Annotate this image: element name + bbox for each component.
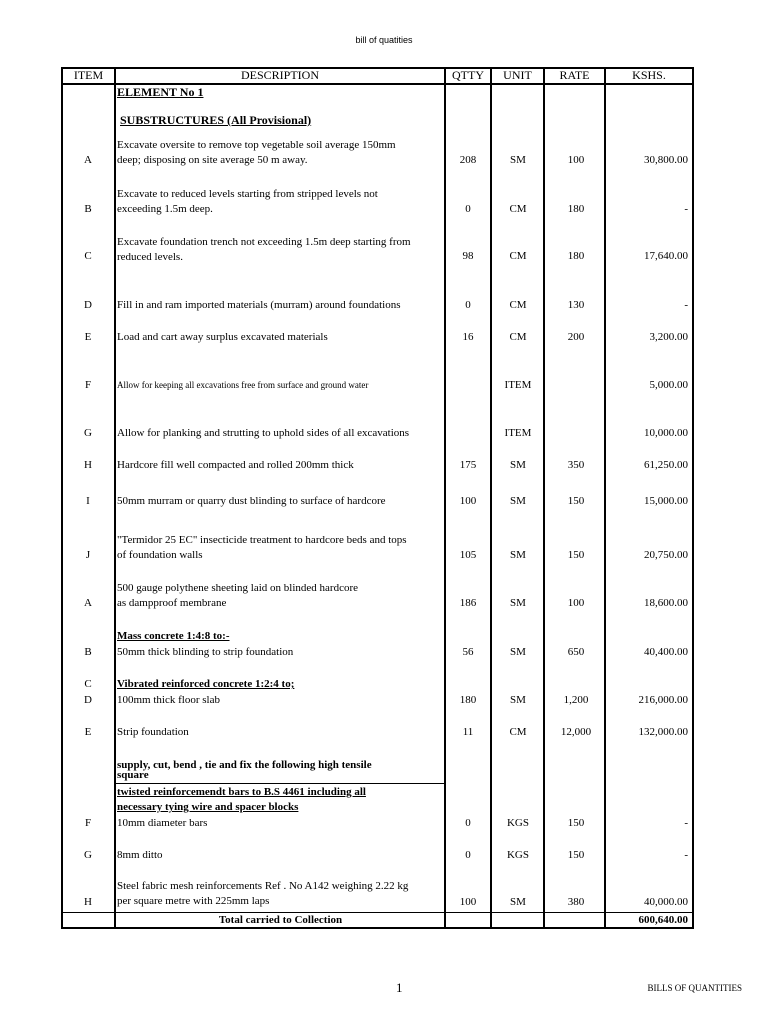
row-h2-rate: 380: [567, 896, 585, 908]
row-a2-item: A: [84, 597, 92, 609]
bill-table: [61, 67, 694, 929]
row-c-item: C: [84, 250, 92, 262]
row-e2-rate: 12,000: [560, 726, 592, 738]
row-c-unit: CM: [509, 250, 527, 262]
total-amount: 600,640.00: [638, 914, 688, 926]
row-c2-item: C: [84, 678, 92, 690]
row-h-rate: 350: [567, 459, 585, 471]
row-d-description: Fill in and ram imported materials (murram) around foundations: [117, 299, 401, 311]
row-e2-item: E: [84, 726, 92, 738]
footer-label: BILLS OF QUANTITIES: [647, 983, 742, 993]
row-g-amount: 10,000.00: [644, 427, 688, 439]
row-h2-item: H: [84, 896, 92, 908]
element-heading: ELEMENT No 1: [117, 85, 204, 99]
row-f2-qty: 0: [465, 817, 471, 829]
row-a2-amount: 18,600.00: [644, 597, 688, 609]
row-h2-qty: 100: [459, 896, 477, 908]
row-a-description-2: deep; disposing on site average 50 m away.: [117, 154, 308, 166]
reinforcement-divider: [115, 783, 444, 784]
row-a2-description-2: as dampproof membrane: [117, 597, 227, 609]
row-e2-qty: 11: [462, 726, 474, 738]
row-b2-description: 50mm thick blinding to strip foundation: [117, 646, 294, 658]
row-g2-item: G: [84, 849, 92, 861]
table-border-right: [692, 67, 694, 929]
row-h2-description-1: Steel fabric mesh reinforcements Ref . No A142 weighing 2.22 kg: [117, 880, 409, 892]
row-b2-item: B: [84, 646, 92, 658]
row-a-description-1: Excavate oversite to remove top vegetable soil average 150mm: [117, 139, 396, 151]
row-f2-item: F: [84, 817, 92, 829]
row-h-item: H: [84, 459, 92, 471]
row-d-unit: CM: [509, 299, 527, 311]
row-i-amount: 15,000.00: [644, 495, 688, 507]
row-i-description: 50mm murram or quarry dust blinding to surface of hardcore: [117, 495, 386, 507]
row-i-qty: 100: [459, 495, 477, 507]
row-j-description-2: of foundation walls: [117, 549, 203, 561]
row-g-item: G: [84, 427, 92, 439]
row-h-amount: 61,250.00: [644, 459, 688, 471]
row-a-item: A: [84, 154, 92, 166]
header-unit: UNIT: [503, 68, 532, 82]
row-b2-rate: 650: [567, 646, 585, 658]
row-j-unit: SM: [510, 549, 526, 561]
row-j-description-1: "Termidor 25 EC" insecticide treatment to hardcore beds and tops: [117, 534, 407, 546]
row-f-item: F: [84, 379, 92, 391]
row-d-rate: 130: [567, 299, 585, 311]
row-e-item: E: [84, 331, 92, 343]
header-qty: QTTY: [452, 68, 484, 82]
row-f2-amount: -: [684, 817, 688, 829]
header-item: ITEM: [73, 68, 104, 82]
row-d-qty: 0: [465, 299, 471, 311]
row-f-description: Allow for keeping all excavations free from surface and ground water: [117, 380, 369, 390]
row-a-amount: 30,800.00: [644, 154, 688, 166]
row-a2-rate: 100: [567, 597, 585, 609]
row-j-amount: 20,750.00: [644, 549, 688, 561]
row-g2-unit: KGS: [506, 849, 529, 861]
row-h2-unit: SM: [510, 896, 526, 908]
row-e-rate: 200: [567, 331, 585, 343]
row-f-amount: 5,000.00: [649, 379, 688, 391]
row-d2-description: 100mm thick floor slab: [117, 694, 220, 706]
mass-concrete-heading: Mass concrete 1:4:8 to:-: [117, 630, 230, 642]
row-a-qty: 208: [459, 154, 477, 166]
row-b-unit: CM: [509, 203, 527, 215]
row-j-rate: 150: [567, 549, 585, 561]
row-i-item: I: [86, 495, 90, 507]
row-b-item: B: [84, 203, 92, 215]
row-b-description-1: Excavate to reduced levels starting from stripped levels not: [117, 188, 378, 200]
row-i-unit: SM: [510, 495, 526, 507]
row-b2-qty: 56: [462, 646, 474, 658]
row-d2-qty: 180: [459, 694, 477, 706]
row-g2-rate: 150: [567, 849, 585, 861]
row-g2-description: 8mm ditto: [117, 849, 163, 861]
row-g2-amount: -: [684, 849, 688, 861]
reinforcement-heading-line-2: necessary tying wire and spacer blocks: [117, 801, 299, 813]
row-e2-amount: 132,000.00: [638, 726, 688, 738]
reinforcement-intro-line-2: square: [117, 769, 149, 781]
row-i-rate: 150: [567, 495, 585, 507]
row-a-rate: 100: [567, 154, 585, 166]
section-heading: SUBSTRUCTURES (All Provisional): [120, 113, 312, 127]
row-b2-unit: SM: [510, 646, 526, 658]
row-b-description-2: exceeding 1.5m deep.: [117, 203, 213, 215]
total-label: Total carried to Collection: [218, 914, 343, 926]
row-g-unit: ITEM: [504, 427, 532, 439]
row-g-description: Allow for planking and strutting to uphold sides of all excavations: [117, 427, 410, 439]
row-d-item: D: [84, 299, 92, 311]
row-a2-unit: SM: [510, 597, 526, 609]
header-description: DESCRIPTION: [240, 68, 319, 82]
row-b-rate: 180: [567, 203, 585, 215]
row-c-rate: 180: [567, 250, 585, 262]
row-h2-description-2: per square metre with 225mm laps: [117, 895, 270, 907]
row-b-qty: 0: [465, 203, 471, 215]
row-j-qty: 105: [459, 549, 477, 561]
row-c-description-1: Excavate foundation trench not exceeding 1.5m deep starting from: [117, 236, 411, 248]
row-c-description-2: reduced levels.: [117, 251, 183, 263]
row-f2-unit: KGS: [506, 817, 529, 829]
row-e2-unit: CM: [509, 726, 527, 738]
header-rate: RATE: [559, 68, 590, 82]
row-h-unit: SM: [510, 459, 526, 471]
vibrated-concrete-heading: Vibrated reinforced concrete 1:2:4 to;: [117, 678, 295, 690]
row-h-description: Hardcore fill well compacted and rolled 200mm thick: [117, 459, 354, 471]
row-g2-qty: 0: [465, 849, 471, 861]
row-b-amount: -: [684, 203, 688, 215]
row-f2-rate: 150: [567, 817, 585, 829]
document-title: bill of quatities: [355, 35, 413, 45]
row-c-qty: 98: [462, 250, 474, 262]
row-j-item: J: [85, 549, 91, 561]
row-f-unit: ITEM: [504, 379, 532, 391]
row-a2-qty: 186: [459, 597, 477, 609]
row-e-amount: 3,200.00: [649, 331, 688, 343]
row-e-description: Load and cart away surplus excavated materials: [117, 331, 328, 343]
row-e-qty: 16: [462, 331, 474, 343]
row-h2-amount: 40,000.00: [644, 896, 688, 908]
header-amount: KSHS.: [632, 68, 666, 82]
row-b2-amount: 40,400.00: [644, 646, 688, 658]
row-d-amount: -: [684, 299, 688, 311]
row-f2-description: 10mm diameter bars: [117, 817, 208, 829]
row-d2-unit: SM: [510, 694, 526, 706]
row-d2-rate: 1,200: [563, 694, 589, 706]
row-e2-description: Strip foundation: [117, 726, 189, 738]
reinforcement-intro-line-1: supply, cut, bend , tie and fix the following high tensile: [117, 759, 372, 771]
row-h-qty: 175: [459, 459, 477, 471]
row-d2-amount: 216,000.00: [638, 694, 688, 706]
row-a-unit: SM: [510, 154, 526, 166]
page-number: 1: [396, 980, 403, 995]
reinforcement-heading-line-1: twisted reinforcemendt bars to B.S 4461 including all: [117, 786, 366, 798]
row-e-unit: CM: [509, 331, 527, 343]
row-c-amount: 17,640.00: [644, 250, 688, 262]
row-a2-description-1: 500 gauge polythene sheeting laid on blinded hardcore: [117, 582, 359, 594]
row-d2-item: D: [84, 694, 92, 706]
